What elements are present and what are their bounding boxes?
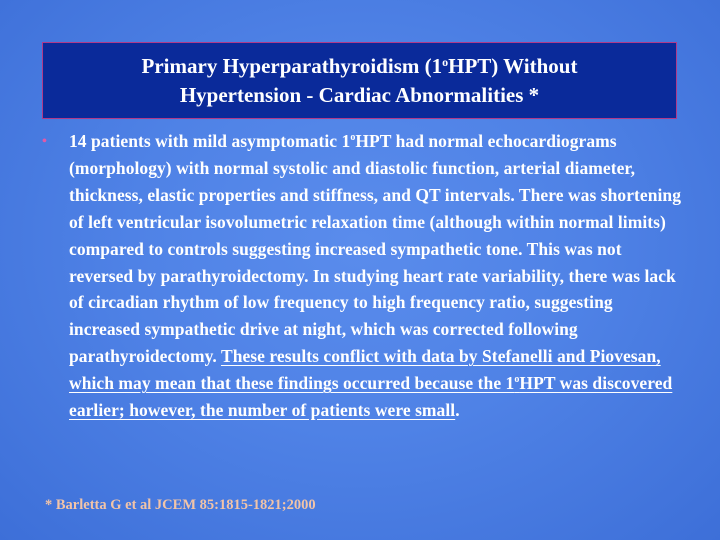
bullet-text: 14 patients with mild asymptomatic 1$^o$HPT had normal echocardiograms (morphology) with normal systolic and diastolic function, arterial diameter, thickness, elastic properties and stiffness, and QT intervals. There was shortening of left ventricular isovolumetric relaxation time (although within normal limits) compared to controls suggesting increased sympathetic tone. This was not reversed by parathyroidectomy. In studying heart rate variability, there was lack of circadian rhythm of low frequency to high frequency ratio, suggesting increased sympathetic drive at night, which was corrected following parathyroidectomy. These results conflict with data by Stefanelli and Piovesan, which may mean that these findings occurred because the 1$^o$HPT was discovered earlier; however, the number of patients were small. [69, 131, 681, 421]
superscript-o: o [514, 374, 520, 386]
bullet-item [42, 128, 682, 424]
slide-title [42, 42, 677, 119]
title-line-1: Primary Hyperparathyroidism (1$^o$HPT) Without [141, 53, 578, 78]
title-line-2: Hypertension - Cardiac Abnormalities * [179, 82, 540, 107]
citation-footnote: * Barletta G et al JCEM 85:1815-1821;2000 [45, 497, 316, 513]
bullet-marker: • [42, 134, 47, 149]
superscript-o: o [350, 132, 356, 143]
underlined-conclusion: These results conflict with data by Stefanelli and Piovesan, which may mean that these findings occurred because the 1$^o$HPT was discovered earlier; however, the number of patients were small [69, 346, 673, 421]
title-superscript: o [442, 54, 449, 69]
